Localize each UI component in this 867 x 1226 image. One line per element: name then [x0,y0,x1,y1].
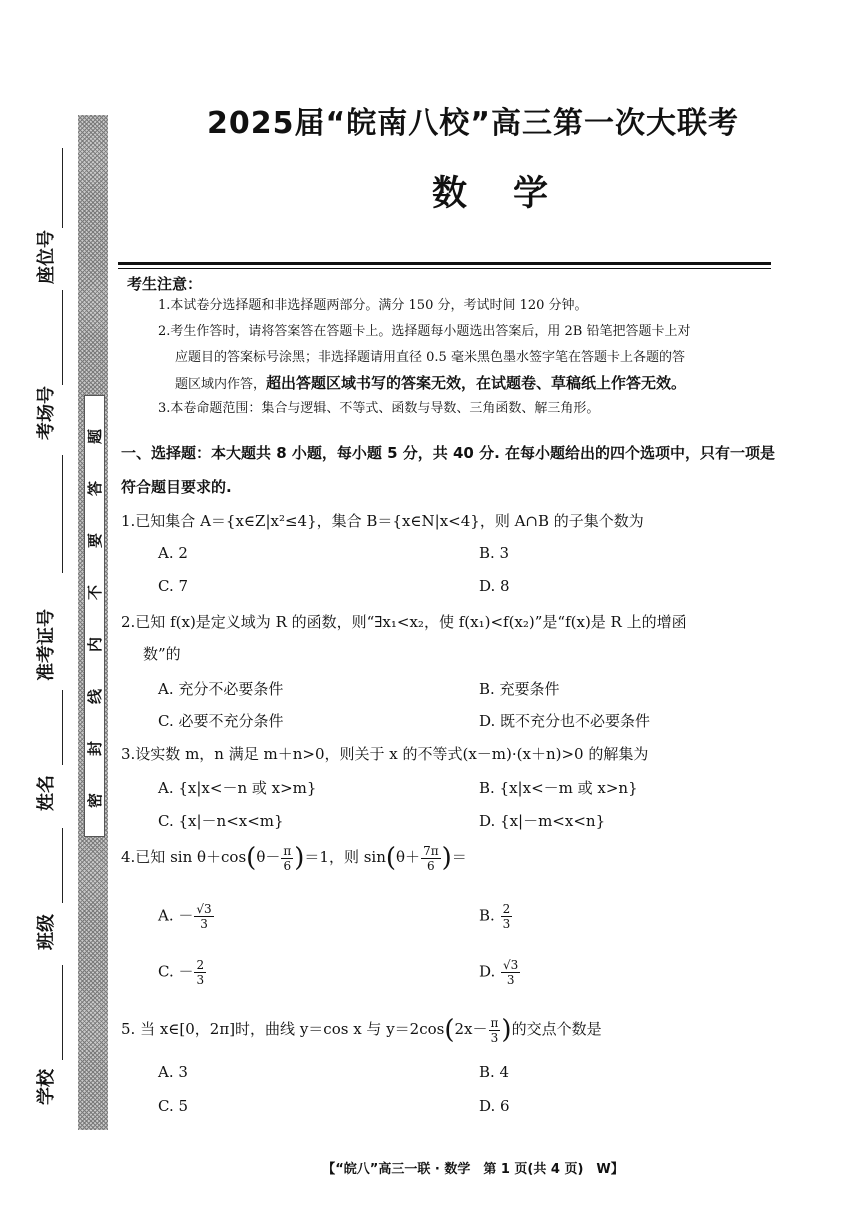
notice-item-1: 1.本试卷分选择题和非选择题两部分。满分 150 分，考试时间 120 分钟。 [158,298,588,313]
q4-option-c: C. － $\frac{2}{3}$ [158,958,205,987]
q3-option-a: A. {x|x<－n 或 x>m} [158,779,317,797]
seal-char: 封 [86,741,104,757]
notice-item-2-cont [175,370,686,398]
seal-char: 要 [86,533,104,549]
exam-room-label: 考场号 [36,386,57,440]
seat-number-label: 座位号 [36,230,57,284]
question-2-stem-cont: 数”的 [143,645,181,663]
q5-option-a: A. 3 [158,1063,188,1081]
notice-item-2-cont: 应题目的答案标号涂黑；非选择题请用直径 0.5 毫米黑色墨水签字笔在答题卡上各题的答 [175,350,685,365]
question-3-stem: 3.设实数 m，n 满足 m＋n>0，则关于 x 的不等式(x－m)·(x＋n)>0 的解集为 [121,745,649,763]
subject-title: 数学 [431,174,594,214]
name-line [62,690,63,765]
q5-option-b: B. 4 [479,1063,510,1081]
seal-char: 内 [86,637,104,653]
header-rule-thin [118,268,771,269]
notice-text: 题区域内作答， [175,377,267,392]
seal-char: 题 [86,429,104,445]
seal-char: 线 [86,689,104,705]
name-label: 姓名 [36,775,57,811]
q2-option-a: A. 充分不必要条件 [158,680,284,698]
q4-text: θ＋ [396,848,421,866]
notice-emphasis: 超出答题区域书写的答案无效，在试题卷、草稿纸上作答无效。 [266,374,687,392]
q5-option-d: D. 6 [479,1097,510,1115]
q4-option-b: B. $\frac{2}{3}$ [479,902,511,931]
admission-number-line [62,455,63,573]
q1-option-c: C. 7 [158,577,189,595]
school-line [62,965,63,1060]
q1-option-a: A. 2 [158,544,188,562]
header-rule [118,262,771,265]
question-5-stem: 5. 当 x∈[0，2π]时，曲线 y＝cos x 与 y＝2cos(2x－ $\frac{\pi}{3}$ )的交点个数是 [121,1015,602,1045]
notice-item-2: 2.考生作答时，请将答案答在答题卡上。选择题每小题选出答案后，用 2B 铅笔把答题卡上对 [158,324,691,339]
q2-option-d: D. 既不充分也不必要条件 [479,712,651,730]
q4-text: 4.已知 sin θ＋cos [121,848,247,866]
q2-option-b: B. 充要条件 [479,680,560,698]
page-footer: 【“皖八”高三一联 · 数学 第 1 页(共 4 页) W】 [322,1162,624,1177]
q4-fraction: $\frac{7\pi}{6}$ [423,843,439,873]
question-4-stem: 4.已知 sin θ＋cos(θ－ $\frac{\pi}{6}$ )＝1，则 sin(θ＋ $\frac{7\pi}{6}$ )＝ [121,843,467,873]
q1-option-d: D. 8 [479,577,510,595]
q4-text: ＝ [451,848,467,866]
seat-number-line [62,148,63,228]
q3-option-c: C. {x|－n<x<m} [158,812,284,830]
seal-box [84,395,105,837]
q4-option-d: D. $\frac{√3}{3}$ [479,958,519,987]
admission-number-label: 准考证号 [36,609,57,681]
question-1-stem: 1.已知集合 A＝{x∈Z|x²≤4}，集合 B＝{x∈N|x<4}，则 A∩B 的子集个数为 [121,512,644,530]
q3-option-d: D. {x|－m<x<n} [479,812,606,830]
q4-option-a: A. － $\frac{√3}{3}$ [158,902,212,931]
seal-char: 答 [86,481,104,497]
q5-fraction: $\frac{\pi}{3}$ [490,1015,499,1045]
q4-text: θ－ [256,848,281,866]
seal-char: 不 [86,585,104,601]
class-label: 班级 [36,914,57,950]
exam-title: 2025届“皖南八校”高三第一次大联考 [207,106,739,141]
section-heading: 一、选择题：本大题共 8 小题，每小题 5 分，共 40 分. 在每小题给出的四个选项中，只有一项是符合题目要求的. [121,444,776,496]
notice-item-3: 3.本卷命题范围：集合与逻辑、不等式、函数与导数、三角函数、解三角形。 [158,401,600,416]
exam-room-line [62,290,63,385]
seal-char: 密 [86,793,104,809]
q2-option-c: C. 必要不充分条件 [158,712,284,730]
q5-option-c: C. 5 [158,1097,189,1115]
q4-fraction: $\frac{\pi}{6}$ [283,843,292,873]
class-line [62,828,63,903]
notice-heading: 考生注意： [127,275,203,293]
q3-option-b: B. {x|x<－m 或 x>n} [479,779,638,797]
q1-option-b: B. 3 [479,544,510,562]
q4-text: ＝1，则 sin [304,848,386,866]
question-2-stem: 2.已知 f(x)是定义域为 R 的函数，则“∃x₁<x₂，使 f(x₁)<f(x₂)”是“f(x)是 R 上的增函 [121,613,687,631]
school-label: 学校 [36,1069,57,1105]
